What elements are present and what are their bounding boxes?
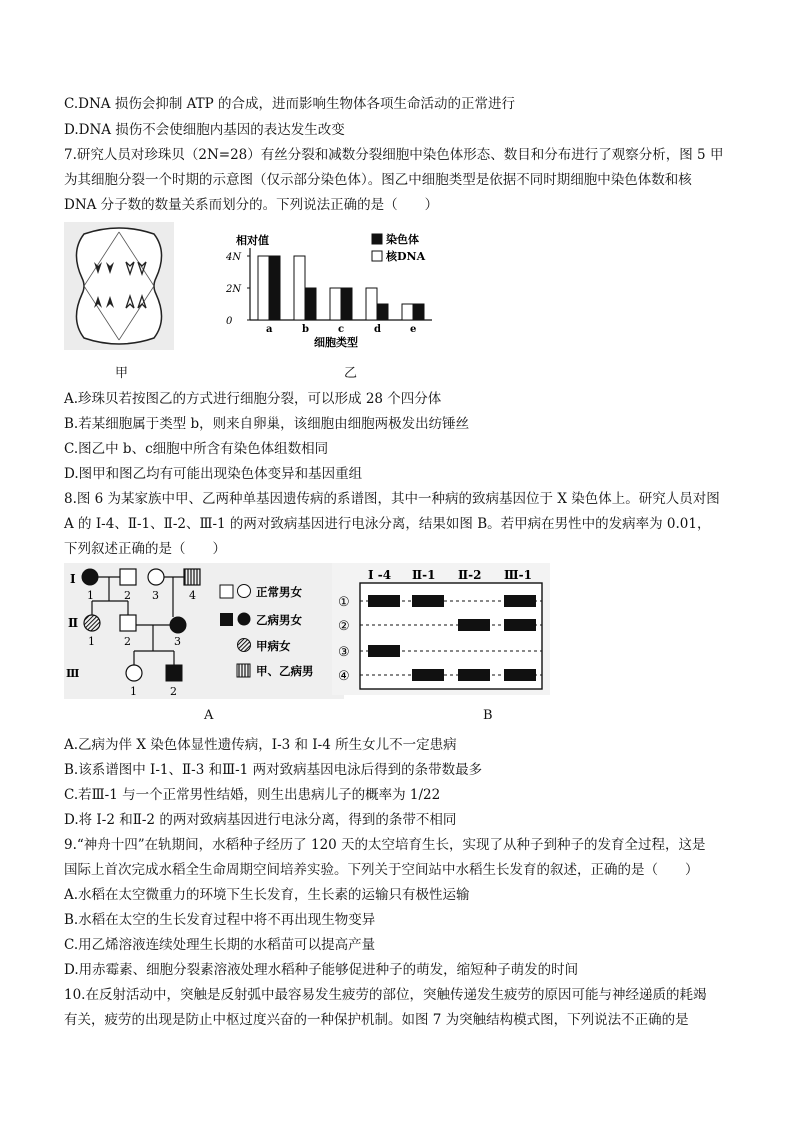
iii2-affected-male (166, 665, 182, 681)
legend-swatch-1 (372, 251, 382, 261)
x-tick-c: c (338, 324, 345, 335)
figure-yi-bar-chart (222, 228, 438, 350)
gel-lane-0: I -4 (368, 568, 392, 582)
q7-option-b: B.若某细胞属于类型 b，则来自卵巢，该细胞由细胞两极发出纺锤丝 (64, 416, 470, 432)
q8-option-d: D.将 I-2 和Ⅱ-2 的两对致病基因进行电泳分离，得到的条带不相同 (64, 812, 457, 828)
i2-normal-male (120, 569, 136, 585)
question-8-line2: A 的 I-4、Ⅱ-1、Ⅱ-2、Ⅲ-1 的两对致病基因进行电泳分离，结果如图 B。若甲病在男性中的发病率为 0.01， (64, 516, 711, 532)
question-8-line1: 8.图 6 为某家族中甲、乙两种单基因遗传病的系谱图，其中一种病的致病基因位于 X 染色体上。研究人员对图 (64, 491, 720, 507)
caption-figure-a: A (204, 708, 214, 723)
svg-text:2: 2 (170, 685, 177, 698)
x-tick-d: d (374, 324, 381, 335)
bar-dna-e (402, 304, 413, 320)
svg-text:2: 2 (124, 589, 131, 602)
bar-chromosome-e (413, 304, 424, 320)
legend-jia: 甲病女 (256, 639, 291, 653)
caption-yi: 乙 (344, 366, 358, 381)
bar-chromosome-d (377, 304, 388, 320)
caption-figure-b: B (483, 708, 493, 723)
i3-normal-female (148, 569, 164, 585)
bar-chromosome-b (305, 288, 316, 320)
bar-dna-a (258, 256, 269, 320)
q8-option-a: A.乙病为伴 X 染色体显性遗传病，I-3 和 I-4 所生女儿不一定患病 (64, 737, 457, 753)
gel-row-2: ③ (338, 645, 350, 660)
gel-band-2-0 (368, 645, 400, 657)
question-10-line1: 10.在反射活动中，突触是反射弧中最容易发生疲劳的部位，突触传递发生疲劳的原因可能与神经递质的耗竭 (64, 987, 707, 1003)
ii2-normal-male (120, 615, 136, 631)
iii1-normal-female (126, 665, 142, 681)
question-10-line2: 有关，疲劳的出现是防止中枢过度兴奋的一种保护机制。如图 7 为突触结构模式图，下列说法不正确的是 (64, 1012, 689, 1028)
q8-option-c: C.若Ⅲ-1 与一个正常男性结婚，则生出患病儿子的概率为 1/22 (64, 787, 441, 803)
y-tick-0: 4N (226, 252, 242, 263)
y-tick-2: 0 (226, 316, 233, 327)
x-tick-b: b (302, 324, 309, 335)
q7-option-d: D.图甲和图乙均有可能出现染色体变异和基因重组 (64, 466, 363, 482)
q7-option-c: C.图乙中 b、c细胞中所含有染色体组数相同 (64, 441, 329, 457)
i4-both-disease-male (184, 569, 200, 585)
question-7-line1: 7.研究人员对珍珠贝（2N=28）有丝分裂和减数分裂细胞中染色体形态、数目和分布进行了观察分析，图 5 甲 (64, 147, 724, 163)
bar-chromosome-a (269, 256, 280, 320)
y-tick-1: 2N (226, 284, 242, 295)
legend-label-0: 染色体 (386, 233, 419, 246)
question-8-line3: 下列叙述正确的是（ ） (64, 541, 226, 557)
chart-xlabel: 细胞类型 (314, 336, 358, 349)
question-7-line3: DNA 分子数的数量关系而划分的。下列说法正确的是（ ） (64, 197, 439, 213)
figure-b-gel (332, 563, 550, 695)
q9-option-c: C.用乙烯溶液连续处理生长期的水稻苗可以提高产量 (64, 937, 376, 953)
svg-text:3: 3 (152, 589, 159, 602)
gel-row-1: ② (338, 619, 350, 634)
gel-band-3-3 (504, 669, 536, 681)
gel-band-0-3 (504, 595, 536, 607)
svg-text:3: 3 (174, 635, 181, 648)
q8-option-b: B.该系谱图中 I-1、Ⅱ-3 和Ⅲ-1 两对致病基因电泳后得到的条带数最多 (64, 762, 483, 778)
legend-label-1: 核DNA (386, 250, 426, 263)
x-tick-e: e (410, 324, 417, 335)
svg-text:4: 4 (189, 589, 196, 602)
svg-text:1: 1 (88, 635, 95, 648)
gel-lane-2: Ⅱ-2 (458, 568, 482, 582)
bar-dna-c (330, 288, 341, 320)
bar-dna-d (366, 288, 377, 320)
option-d-q6: D.DNA 损伤不会使细胞内基因的表达发生改变 (64, 122, 345, 138)
gel-lane-1: Ⅱ-1 (412, 568, 436, 582)
svg-text:1: 1 (87, 589, 94, 602)
i1-affected-female (82, 569, 98, 585)
svg-text:1: 1 (130, 685, 137, 698)
question-9-line2: 国际上首次完成水稻全生命周期空间培养实验。下列关于空间站中水稻生长发育的叙述，正确的是（ ） (64, 862, 699, 878)
gel-band-0-1 (412, 595, 444, 607)
gen-ii: Ⅱ (68, 616, 79, 630)
q9-option-a: A.水稻在太空微重力的环境下生长发育，生长素的运输只有极性运输 (64, 887, 470, 903)
bar-chromosome-c (341, 288, 352, 320)
gel-band-1-2 (458, 619, 490, 631)
gel-band-3-2 (458, 669, 490, 681)
svg-text:2: 2 (124, 635, 131, 648)
gel-row-0: ① (338, 595, 350, 610)
gel-row-3: ④ (338, 669, 350, 684)
gen-i: I (70, 572, 76, 586)
q7-option-a: A.珍珠贝若按图乙的方式进行细胞分裂，可以形成 28 个四分体 (64, 391, 442, 407)
bar-dna-b (294, 256, 305, 320)
gel-lane-3: Ⅲ-1 (504, 568, 532, 582)
legend-yi: 乙病男女 (256, 613, 302, 627)
q9-option-b: B.水稻在太空的生长发育过程中将不再出现生物变异 (64, 912, 376, 928)
option-c-q6: C.DNA 损伤会抑制 ATP 的合成，进而影响生物体各项生命活动的正常进行 (64, 96, 515, 112)
gel-band-3-1 (412, 669, 444, 681)
question-9-line1: 9.“神舟十四”在轨期间，水稻种子经历了 120 天的太空培育生长，实现了从种子到种子的发育全过程，这是 (64, 837, 706, 853)
x-tick-a: a (266, 324, 273, 335)
gen-iii: Ⅲ (66, 667, 80, 680)
question-7-line2: 为其细胞分裂一个时期的示意图（仅示部分染色体）。图乙中细胞类型是依据不同时期细胞中染色体数和核 (64, 172, 692, 188)
chart-ylabel: 相对值 (236, 234, 269, 247)
figure-a-pedigree (64, 563, 344, 699)
gel-band-0-0 (368, 595, 400, 607)
q9-option-d: D.用赤霉素、细胞分裂素溶液处理水稻种子能够促进种子的萌发，缩短种子萌发的时间 (64, 962, 579, 978)
caption-jia: 甲 (115, 366, 129, 381)
figure-jia-cell (64, 222, 174, 350)
legend-both: 甲、乙病男 (256, 664, 314, 678)
ii3-affected-female (170, 617, 186, 633)
legend-normal: 正常男女 (256, 585, 302, 599)
gel-band-1-3 (504, 619, 536, 631)
ii1-jia-female (84, 615, 100, 631)
legend-swatch-0 (372, 234, 382, 244)
